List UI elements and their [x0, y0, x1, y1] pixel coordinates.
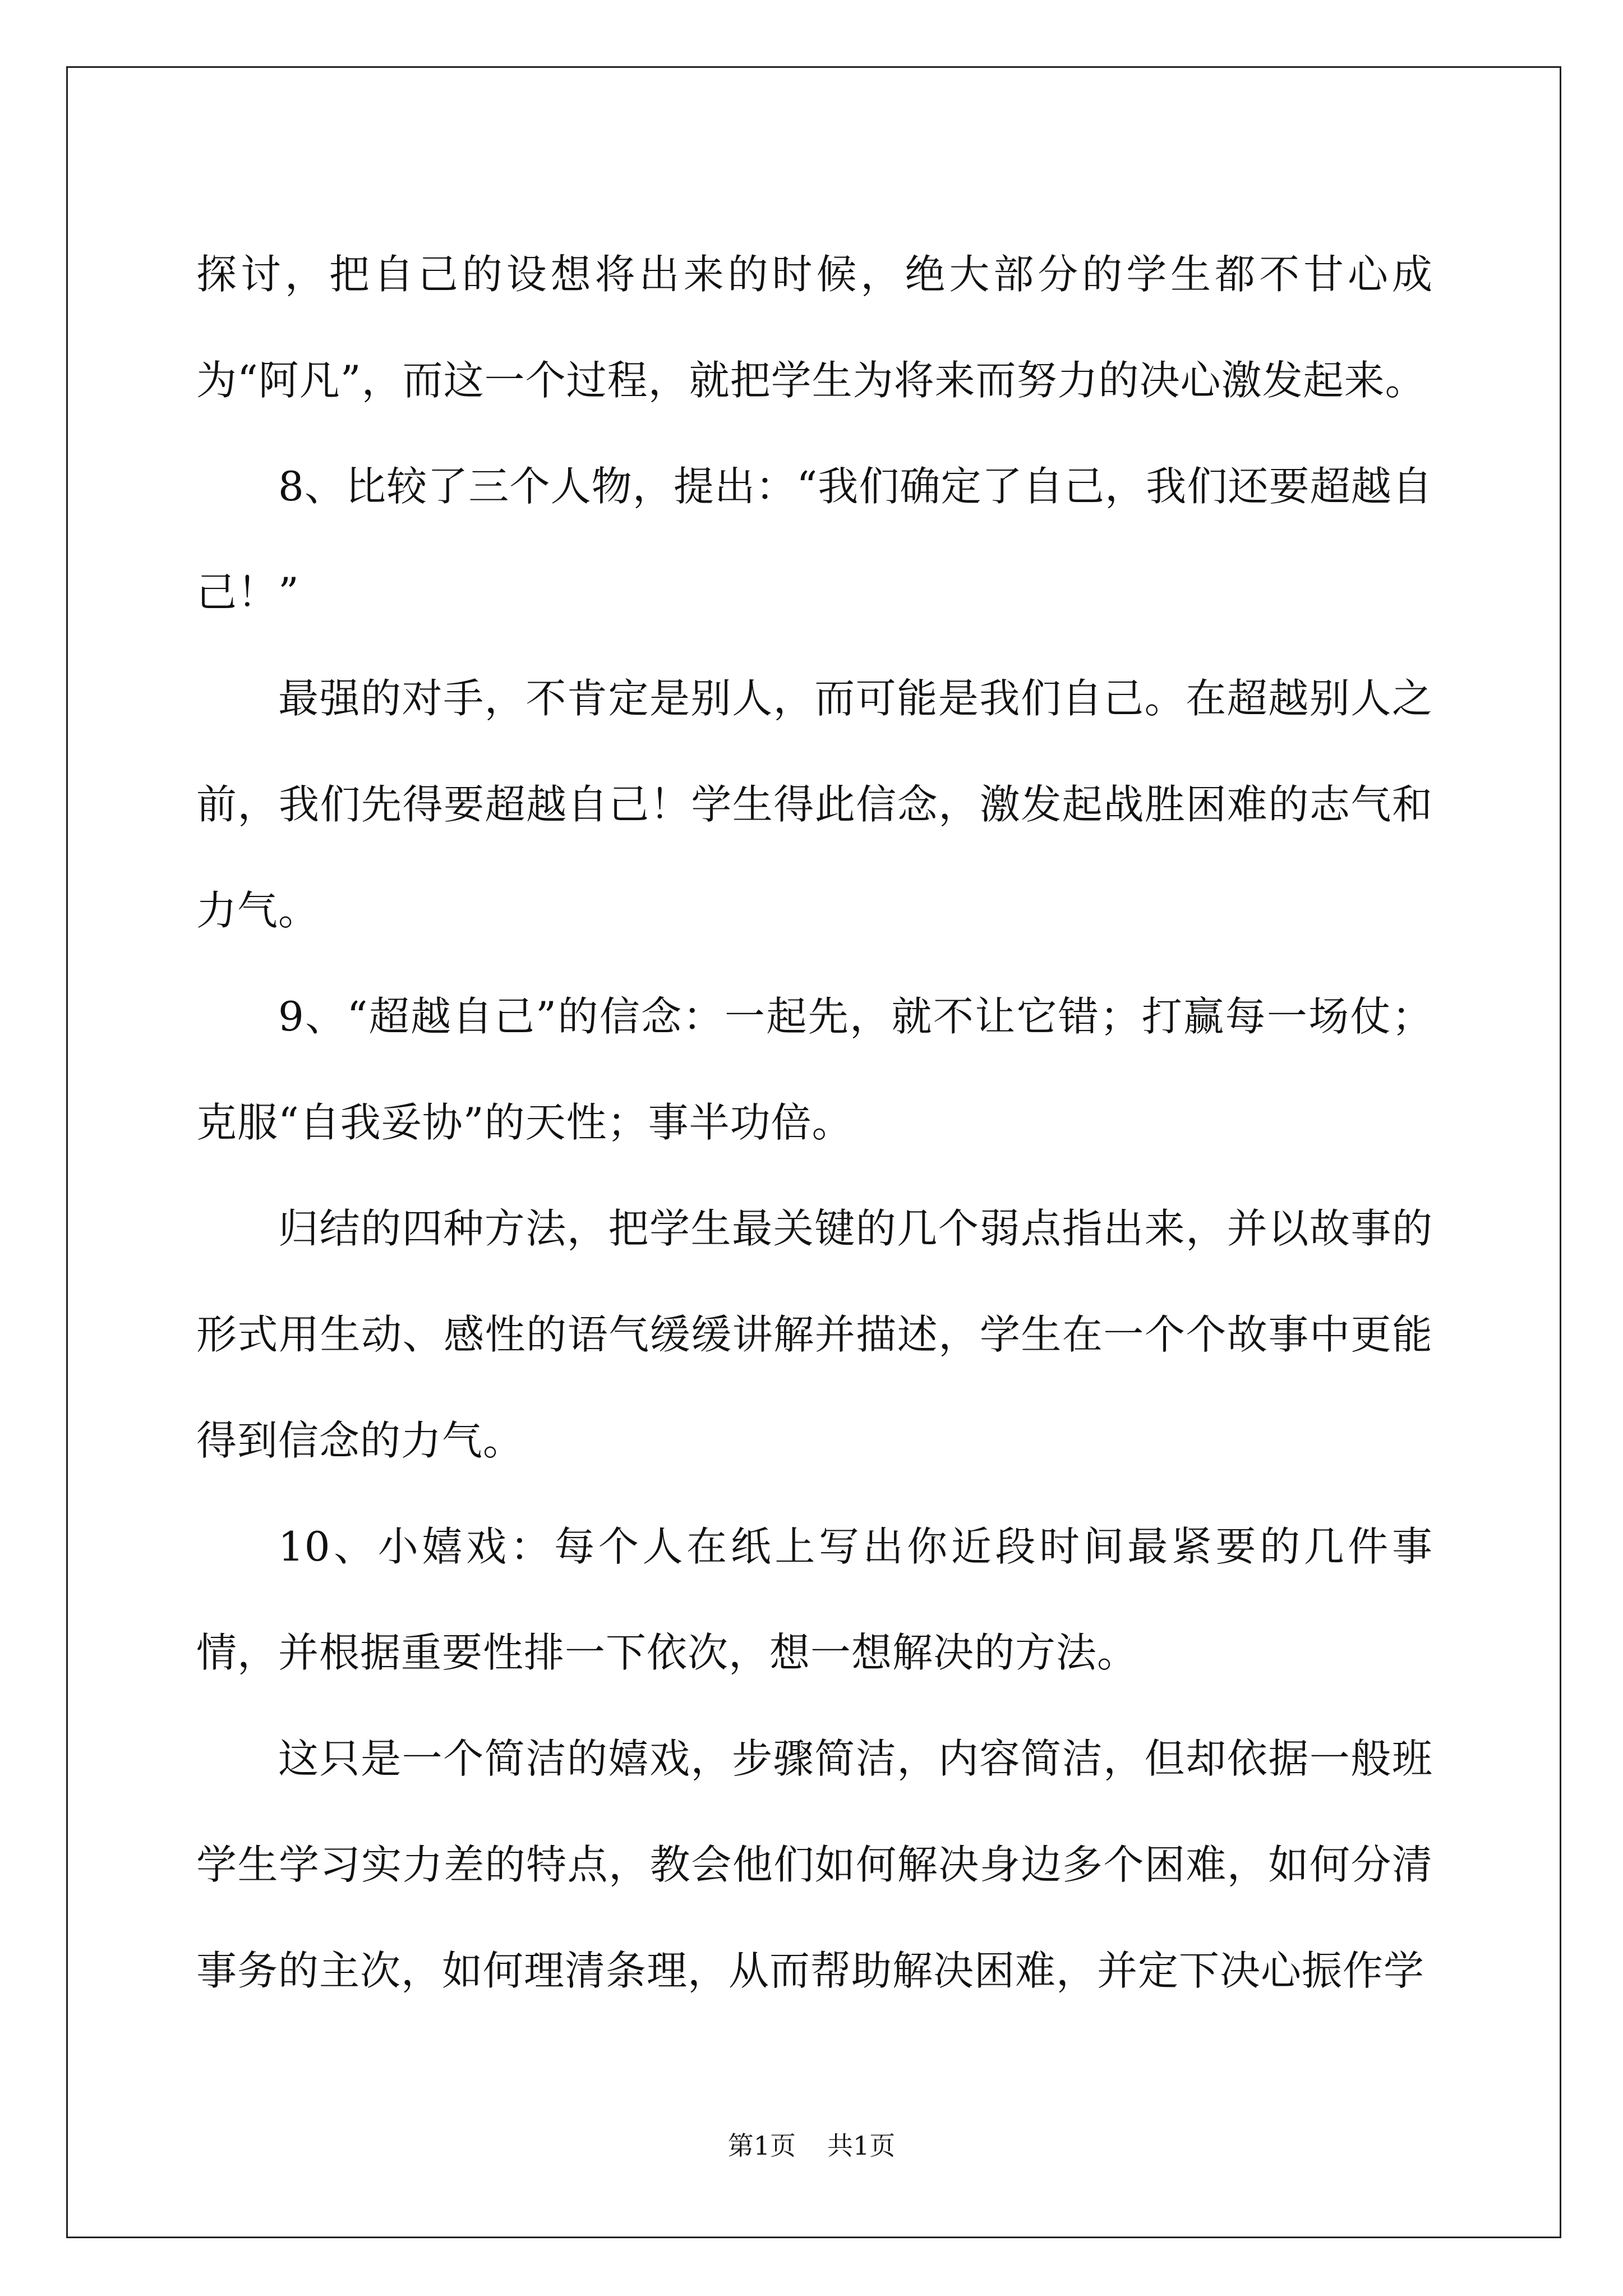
paragraph-simple-game: 这只是一个简洁的嬉戏，步骤简洁，内容简洁，但却依据一般班学生学习实力差的特点，教会他们如何解决身边多个困难，如何分清事务的主次，如何理清条理，从而帮助解决困难，并定下决心振作学: [196, 1735, 1433, 1994]
page-footer: [0, 2129, 1623, 2162]
page-number-current: 第1页: [727, 2131, 796, 2161]
paragraph-item-8: 8、比较了三个人物，提出：“我们确定了自己，我们还要超越自己！”: [196, 463, 1433, 616]
page-number-total: 共1页: [827, 2131, 896, 2161]
paragraph-strongest-opponent: 最强的对手，不肯定是别人，而可能是我们自己。在超越别人之前，我们先得要超越自己！学生得此信念，激发起战胜困难的志气和力气。: [196, 675, 1433, 934]
paragraph-continuation: 探讨，把自己的设想将出来的时候，绝大部分的学生都不甘心成为“阿凡”，而这一个过程，就把学生为将来而努力的决心激发起来。: [196, 251, 1433, 404]
document-body: [196, 222, 1433, 2024]
paragraph-item-10: 10、小嬉戏：每个人在纸上写出你近段时间最紧要的几件事情，并根据重要性排一下依次，想一想解决的方法。: [196, 1523, 1433, 1676]
paragraph-item-9: 9、“超越自己”的信念：一起先，就不让它错；打赢每一场仗；克服“自我妥协”的天性；事半功倍。: [196, 993, 1433, 1146]
paragraph-four-methods: 归结的四种方法，把学生最关键的几个弱点指出来，并以故事的形式用生动、感性的语气缓缓讲解并描述，学生在一个个故事中更能得到信念的力气。: [196, 1205, 1433, 1464]
